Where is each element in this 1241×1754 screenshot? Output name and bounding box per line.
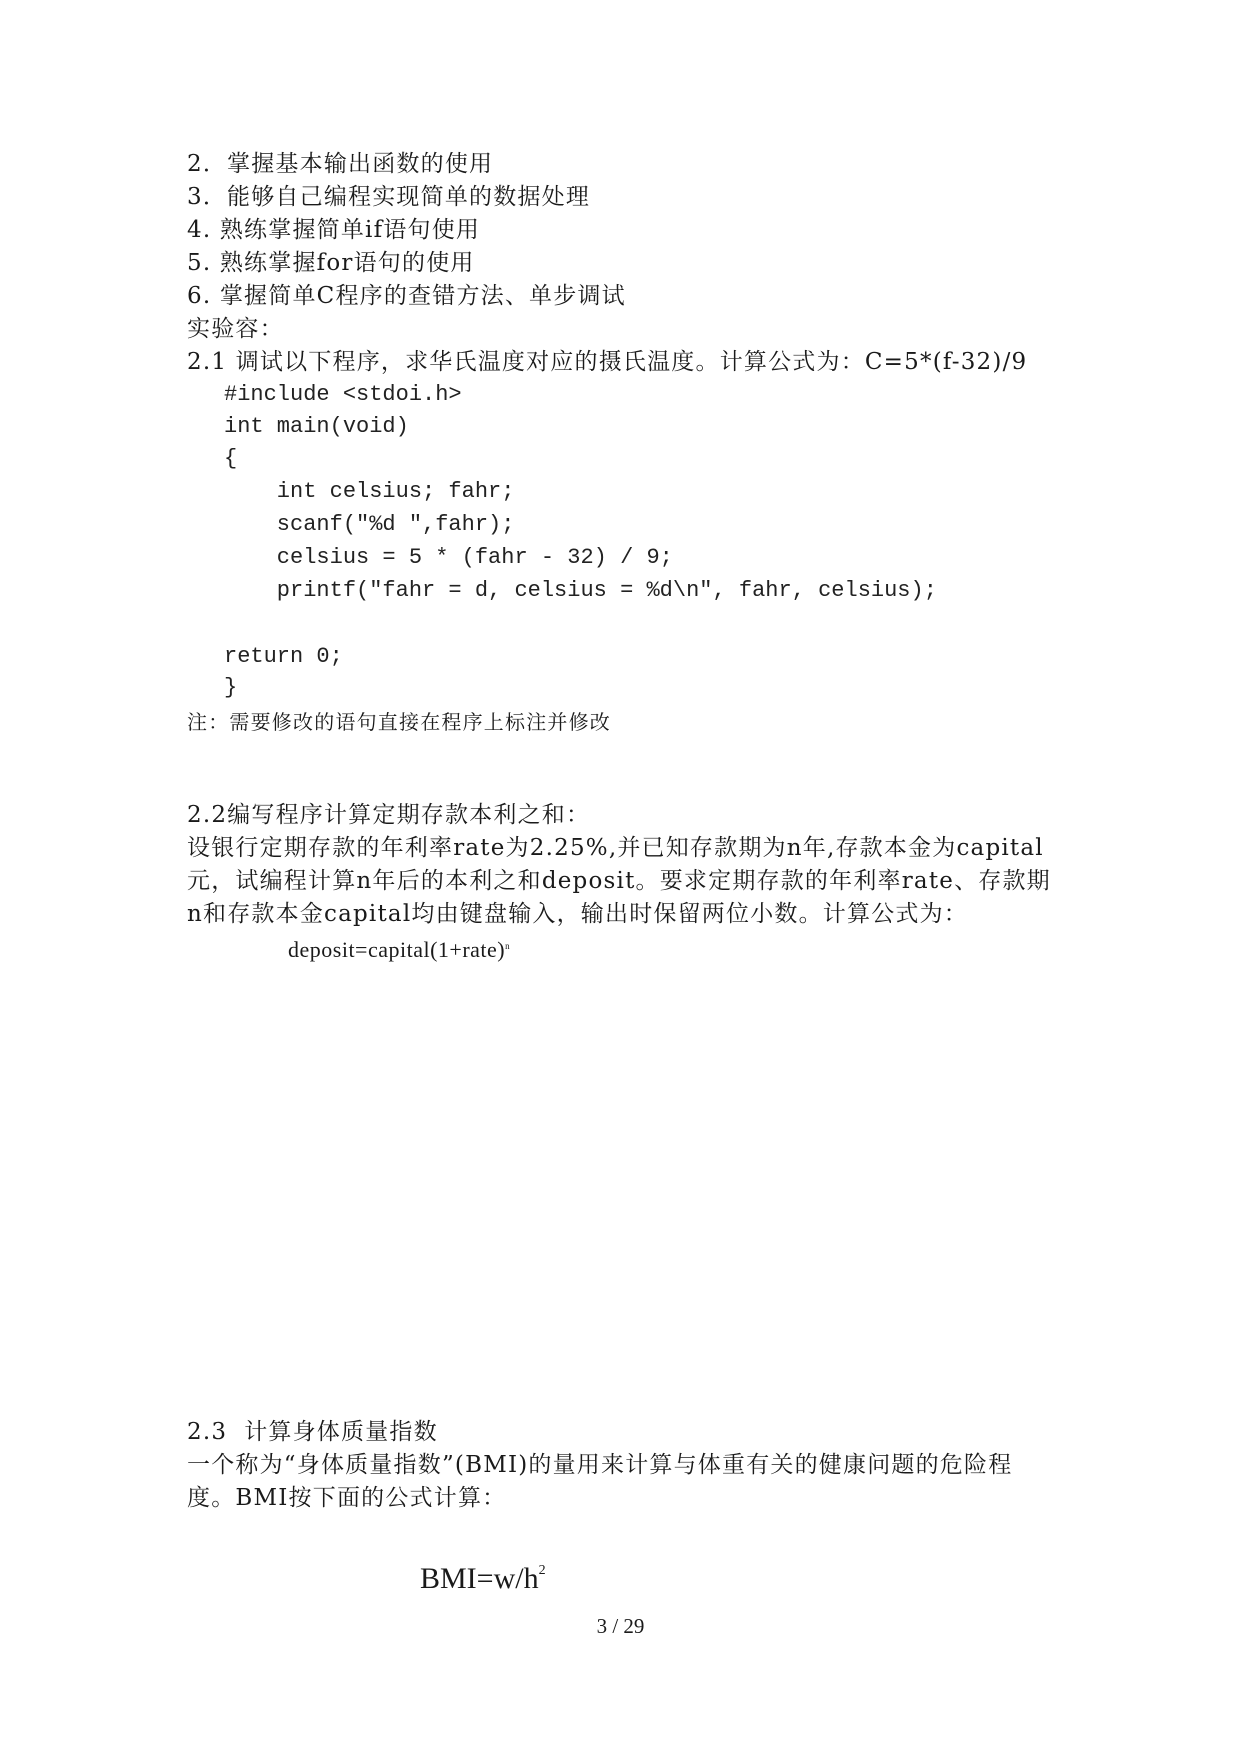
objective-item: 3．能够自己编程实现简单的数据处理 bbox=[187, 184, 591, 210]
task-2-3-text: 一个称为“身体质量指数”(BMI)的量用来计算与体重有关的健康问题的危险程 bbox=[187, 1452, 1013, 1478]
objective-item: 2．掌握基本输出函数的使用 bbox=[187, 151, 494, 177]
code-line: { bbox=[224, 446, 238, 471]
code-line: return 0; bbox=[224, 644, 343, 669]
bmi-formula bbox=[420, 1551, 546, 1599]
content-label: 实验容： bbox=[187, 316, 284, 342]
deposit-formula bbox=[288, 930, 510, 966]
code-line: printf("fahr = d, celsius = %d\n", fahr, celsius); bbox=[224, 578, 937, 603]
task-2-2-text: n和存款本金capital均由键盘输入，输出时保留两位小数。计算公式为： bbox=[187, 901, 968, 927]
task-2-2-title: 2.2编写程序计算定期存款本利之和： bbox=[187, 802, 591, 828]
objective-item: 4. 熟练掌握简单if语句使用 bbox=[187, 217, 481, 243]
code-line: scanf("%d ",fahr); bbox=[224, 512, 515, 537]
task-2-1-title: 2.1 调试以下程序，求华氏温度对应的摄氏温度。计算公式为：C=5*(f-32)/9 bbox=[187, 349, 1028, 375]
deposit-formula-exponent: n bbox=[505, 941, 511, 951]
code-line: } bbox=[224, 675, 238, 700]
code-line: #include <stdoi.h> bbox=[224, 382, 462, 407]
bmi-formula-base: BMI=w/h bbox=[420, 1562, 539, 1595]
code-line: int celsius; fahr; bbox=[224, 479, 515, 504]
deposit-formula-base: deposit=capital(1+rate) bbox=[288, 937, 506, 962]
page-number: 3 / 29 bbox=[596, 1614, 645, 1638]
objective-item: 6. 掌握简单C程序的查错方法、单步调试 bbox=[187, 283, 626, 309]
task-2-2-text: 元，试编程计算n年后的本利之和deposit。要求定期存款的年利率rate、存款期 bbox=[187, 868, 1051, 894]
task-2-2-text: 设银行定期存款的年利率rate为2.25%,并已知存款期为n年,存款本金为capital bbox=[187, 835, 1044, 861]
task-2-1-note: 注：需要修改的语句直接在程序上标注并修改 bbox=[187, 710, 611, 734]
task-2-3-text: 度。BMI按下面的公式计算： bbox=[187, 1485, 507, 1511]
objective-item: 5. 熟练掌握for语句的使用 bbox=[187, 250, 475, 276]
bmi-formula-exponent: 2 bbox=[538, 1563, 546, 1578]
code-line: celsius = 5 * (fahr - 32) / 9; bbox=[224, 545, 673, 570]
code-line: int main(void) bbox=[224, 414, 409, 439]
task-2-3-title: 2.3 计算身体质量指数 bbox=[187, 1419, 438, 1445]
